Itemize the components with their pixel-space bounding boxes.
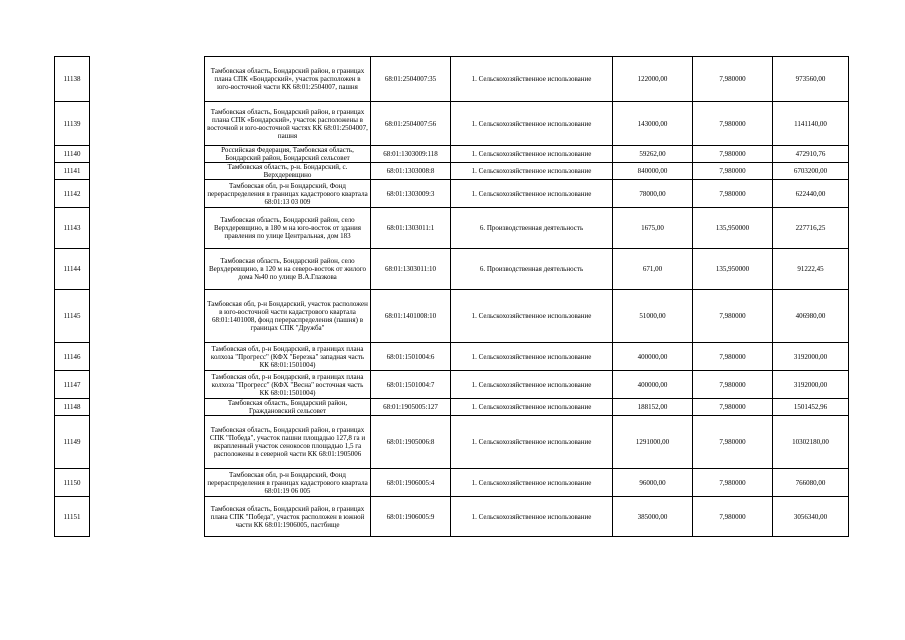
cadastral-number: 68:01:2504007:56 — [371, 102, 451, 146]
rate-value: 7,980000 — [693, 57, 773, 102]
rate-value: 135,950000 — [693, 208, 773, 249]
empty-cell — [90, 371, 205, 399]
row-number: 11144 — [55, 249, 90, 290]
cadastral-number: 68:01:1906005:9 — [371, 497, 451, 537]
cadastral-value: 766080,00 — [773, 469, 849, 497]
land-use: 1. Сельскохозяйственное использование — [451, 399, 613, 416]
empty-cell — [90, 146, 205, 163]
empty-cell — [90, 290, 205, 343]
land-use: 1. Сельскохозяйственное использование — [451, 497, 613, 537]
cadastral-value: 10302180,00 — [773, 416, 849, 469]
address-cell: Тамбовская обл, р-н Бондарский, в границах плана колхоза "Прогресс" (КФХ "Весна" восточная часть КК 68:01:1501004) — [205, 371, 371, 399]
table-row — [55, 180, 849, 208]
cadastral-value: 91222,45 — [773, 249, 849, 290]
area-value: 51000,00 — [613, 290, 693, 343]
empty-cell — [90, 249, 205, 290]
cadastral-number: 68:01:1905006:8 — [371, 416, 451, 469]
cadastral-number: 68:01:2504007:35 — [371, 57, 451, 102]
land-use: 6. Производственная деятельность — [451, 208, 613, 249]
table-row — [55, 497, 849, 537]
address-cell: Тамбовская обл, р-н Бондарский, Фонд перераспределения в границах кадастрового квартала 68:01:13 03 009 — [205, 180, 371, 208]
row-number: 11149 — [55, 416, 90, 469]
address-cell: Тамбовская обл, р-н Бондарский, Фонд перераспределения в границах кадастрового квартала 68:01:19 06 005 — [205, 469, 371, 497]
address-cell: Российская Федерация, Тамбовская область, Бондарский район, Бондарский сельсовет — [205, 146, 371, 163]
cadastral-value: 973560,00 — [773, 57, 849, 102]
address-cell: Тамбовская область, Бондарский район, в границах плана СПК «Бондарский», участок расположены в восточной и юго-восточной частях КК 68:01:2504007, пашня — [205, 102, 371, 146]
table-row — [55, 343, 849, 371]
table-row — [55, 290, 849, 343]
cadastral-value: 3192000,00 — [773, 371, 849, 399]
row-number: 11147 — [55, 371, 90, 399]
cadastral-number: 68:01:1906005:4 — [371, 469, 451, 497]
area-value: 671,00 — [613, 249, 693, 290]
address-cell: Тамбовская область, Бондарский район, в границах плана СПК "Победа", участок расположен в южной части КК 68:01:1906005, пастбище — [205, 497, 371, 537]
area-value: 385000,00 — [613, 497, 693, 537]
area-value: 188152,00 — [613, 399, 693, 416]
table-row — [55, 146, 849, 163]
table-row — [55, 249, 849, 290]
area-value: 122000,00 — [613, 57, 693, 102]
cadastral-number: 68:01:1501004:7 — [371, 371, 451, 399]
cadastral-value: 1141140,00 — [773, 102, 849, 146]
land-use: 1. Сельскохозяйственное использование — [451, 469, 613, 497]
area-value: 78000,00 — [613, 180, 693, 208]
table-row — [55, 416, 849, 469]
area-value: 143000,00 — [613, 102, 693, 146]
area-value: 1675,00 — [613, 208, 693, 249]
land-use: 1. Сельскохозяйственное использование — [451, 102, 613, 146]
address-cell: Тамбовская область, Бондарский район, Граждановский сельсовет — [205, 399, 371, 416]
empty-cell — [90, 497, 205, 537]
cadastral-number: 68:01:1401008:10 — [371, 290, 451, 343]
cadastral-number: 68:01:1303011:10 — [371, 249, 451, 290]
cadastral-value: 406980,00 — [773, 290, 849, 343]
rate-value: 135,950000 — [693, 249, 773, 290]
empty-cell — [90, 343, 205, 371]
cadastral-number: 68:01:1303008:8 — [371, 163, 451, 180]
cadastral-value: 1501452,96 — [773, 399, 849, 416]
row-number: 11141 — [55, 163, 90, 180]
land-use: 1. Сельскохозяйственное использование — [451, 371, 613, 399]
area-value: 400000,00 — [613, 343, 693, 371]
land-use: 1. Сельскохозяйственное использование — [451, 163, 613, 180]
cadastral-number: 68:01:1905005:127 — [371, 399, 451, 416]
rate-value: 7,980000 — [693, 343, 773, 371]
land-use: 1. Сельскохозяйственное использование — [451, 146, 613, 163]
rate-value: 7,980000 — [693, 146, 773, 163]
cadastral-number: 68:01:1303011:1 — [371, 208, 451, 249]
address-cell: Тамбовская область, Бондарский район, в границах плана СПК «Бондарский», участок расположен в юго-восточной части КК 68:01:2504007, пашня — [205, 57, 371, 102]
table-row — [55, 102, 849, 146]
rate-value: 7,980000 — [693, 102, 773, 146]
row-number: 11148 — [55, 399, 90, 416]
row-number: 11143 — [55, 208, 90, 249]
rate-value: 7,980000 — [693, 399, 773, 416]
cadastral-value: 6703200,00 — [773, 163, 849, 180]
area-value: 96000,00 — [613, 469, 693, 497]
table-row — [55, 57, 849, 102]
rate-value: 7,980000 — [693, 469, 773, 497]
cadastral-number: 68:01:1303009:3 — [371, 180, 451, 208]
cadastral-value: 3192000,00 — [773, 343, 849, 371]
empty-cell — [90, 102, 205, 146]
address-cell: Тамбовская обл, р-н Бондарский, в границах плана колхоза "Прогресс" (КФХ "Березка" западная часть КК 68:01:1501004) — [205, 343, 371, 371]
cadastral-value: 3056340,00 — [773, 497, 849, 537]
land-use: 1. Сельскохозяйственное использование — [451, 416, 613, 469]
cadastral-value: 622440,00 — [773, 180, 849, 208]
empty-cell — [90, 180, 205, 208]
row-number: 11139 — [55, 102, 90, 146]
area-value: 1291000,00 — [613, 416, 693, 469]
land-use: 1. Сельскохозяйственное использование — [451, 290, 613, 343]
address-cell: Тамбовская область, Бондарский район, село Верхдеревщино, в 120 м на северо-восток от жилого дома №40 по улице В.А.Глазкова — [205, 249, 371, 290]
row-number: 11150 — [55, 469, 90, 497]
land-use: 1. Сельскохозяйственное использование — [451, 343, 613, 371]
area-value: 840000,00 — [613, 163, 693, 180]
address-cell: Тамбовская область, Бондарский район, село Верхдеревщино, в 180 м на юго-восток от здания правления по улице Центральная, дом 183 — [205, 208, 371, 249]
address-cell: Тамбовская обл, р-н Бондарский, участок расположен в юго-восточной части кадастрового квартала 68:01:1401008, фонд перераспределения (пашня) в границах СПК "Дружба" — [205, 290, 371, 343]
cadastral-table — [54, 56, 849, 537]
row-number: 11146 — [55, 343, 90, 371]
row-number: 11142 — [55, 180, 90, 208]
rate-value: 7,980000 — [693, 180, 773, 208]
rate-value: 7,980000 — [693, 416, 773, 469]
row-number: 11140 — [55, 146, 90, 163]
cadastral-number: 68:01:1303009:118 — [371, 146, 451, 163]
empty-cell — [90, 163, 205, 180]
address-cell: Тамбовская область, Бондарский район, в границах СПК "Победа", участок пашни площадью 127,8 га и вкрапленный участок сенокосов площадью 1,5 га расположены в северной части КК 68:01:1905006 — [205, 416, 371, 469]
area-value: 59262,00 — [613, 146, 693, 163]
row-number: 11151 — [55, 497, 90, 537]
rate-value: 7,980000 — [693, 497, 773, 537]
empty-cell — [90, 416, 205, 469]
empty-cell — [90, 208, 205, 249]
land-use: 6. Производственная деятельность — [451, 249, 613, 290]
rate-value: 7,980000 — [693, 290, 773, 343]
land-use: 1. Сельскохозяйственное использование — [451, 57, 613, 102]
row-number: 11145 — [55, 290, 90, 343]
table-row — [55, 469, 849, 497]
empty-cell — [90, 469, 205, 497]
cadastral-value: 472910,76 — [773, 146, 849, 163]
empty-cell — [90, 399, 205, 416]
rate-value: 7,980000 — [693, 371, 773, 399]
address-cell: Тамбовская область, р-н. Бондарский, с. Верхдеревщино — [205, 163, 371, 180]
empty-cell — [90, 57, 205, 102]
table-row — [55, 399, 849, 416]
table-row — [55, 371, 849, 399]
rate-value: 7,980000 — [693, 163, 773, 180]
area-value: 400000,00 — [613, 371, 693, 399]
land-use: 1. Сельскохозяйственное использование — [451, 180, 613, 208]
table-row — [55, 163, 849, 180]
row-number: 11138 — [55, 57, 90, 102]
cadastral-value: 227716,25 — [773, 208, 849, 249]
table-row — [55, 208, 849, 249]
cadastral-number: 68:01:1501004:6 — [371, 343, 451, 371]
